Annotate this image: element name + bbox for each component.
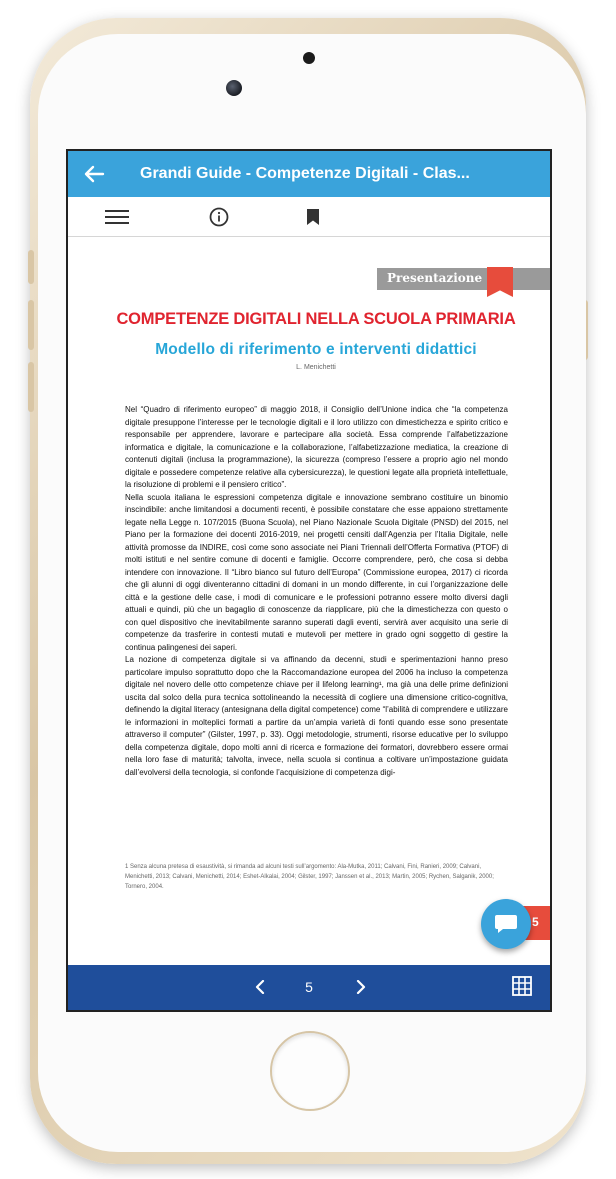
- bookmark-icon: [306, 208, 320, 226]
- arrow-left-icon: [83, 164, 105, 184]
- chat-button[interactable]: [481, 899, 531, 949]
- section-tab: [377, 268, 552, 290]
- section-flag: [487, 267, 513, 297]
- page-grid-button[interactable]: [512, 976, 536, 1000]
- phone-side-button: [28, 250, 34, 284]
- footnote: 1 Senza alcuna pretesa di esaustività, si rimanda ad alcuni testi sull’argomento: Ala-Mutka, 2011; Calvani, Fini, Ranieri, 2009; Calvani, Menichetti, 2013; Calvani, Menichetti, 2014; Eshet-Alkalai, 2004; Gilster, 1997; Janssen et al., 2013; Martin, 2005; Rychen, Salganik, 2000; Tornero, 2004.: [125, 864, 494, 890]
- front-camera: [226, 80, 242, 96]
- bookmark-button[interactable]: [300, 205, 326, 229]
- app-title: Grandi Guide - Competenze Digitali - Clas...: [140, 165, 470, 182]
- chat-bubble-icon: [494, 913, 518, 935]
- phone-volume-up: [28, 300, 34, 350]
- page-author: L. Menichetti: [296, 364, 336, 371]
- next-page-button[interactable]: [349, 975, 373, 999]
- paragraph: Nella scuola italiana le espressioni competenza digitale e innovazione sembrano costituire un binomio inscindibile: anche limitandosi a documenti recenti, è possibile constatare che esse appaiono strettamente legate nella Legge n. 107/2015 (Buona Scuola), nel Piano Nazionale Scuola Digitale (PNSD) del 2015, nel Piano per la formazione dei docenti 2016-2019, nei progetti censiti dall’Agenzia per l’Italia Digitale, nelle attività promosse da INDIRE, così come sono associate nei Piani Triennali dell’Offerta Formativa (PTOF) di molti istituti e nel sentire comune di docenti e famiglie. Occorre comprendere, però, che cosa si debba intendere con innovazione. Il “Libro bianco sul futuro dell’Europa” (Commissione europea, 2017) ci ricorda che gli alunni di oggi diventeranno cittadini di domani in un mondo differente, in cui l’organizzazione delle città e la gestione delle case, i modi di comunicare e le professioni potranno essere molto diversi dagli attuali e quindi, più che un bagaglio di conoscenze da riapplicare, più che la dimestichezza con questo o con quel dispositivo che inevitabilmente saranno superati dagli eventi, servirà aver acquisito una serie di competenze da trasferire in contesti mutati e mutevoli per mettere in grado ogni soggetto di gestire la continua palingenesi dei saperi.: [125, 492, 508, 652]
- speaker-dot: [303, 52, 315, 64]
- section-label: Presentazione: [387, 271, 483, 285]
- previous-page-button[interactable]: [248, 975, 272, 999]
- bottom-navigation: [68, 965, 550, 1010]
- current-page-number: 5: [305, 979, 313, 995]
- app-bar: [68, 151, 550, 197]
- chevron-left-icon: [254, 980, 266, 994]
- page-number-tag: 5: [522, 906, 552, 940]
- page-body: [125, 404, 508, 779]
- reader-toolbar: [68, 197, 550, 237]
- info-icon: [209, 207, 229, 227]
- paragraph: La nozione di competenza digitale si va affinando da decenni, studi e sperimentazioni hanno preso particolare impulso soprattutto dopo che la Raccomandazione europea del 2006 ha incluso la competenza digitale nel novero delle otto competenze chiave per il lifelong learning¹, ma già una delle prime definizioni uscita dal solco della pura tecnica sottolineando la necessità di cogliere una dimensione critico-cognitiva, definendo la digital literacy (antesignana della digital competence) come “l’abilità di comprendere e utilizzare le informazioni in molteplici formati a partire da un’ampia varietà di fonti quando esse sono presentate attraverso il computer” (Gilster, 1997, p. 33). Oggi metodologie, strumenti, risorse educative per lo sviluppo della competenza digitale, dopo molti anni di ricerca e formazione dei formatori, dovrebbero essere ormai nella loro fase di maturità; talvolta, invece, nella scuola si continua a coltivare un’impostazione guidata dall’evolversi della tecnologia, si confonde l’acquisizione di competenza digi-: [125, 655, 508, 777]
- phone-volume-down: [28, 362, 34, 412]
- chevron-right-icon: [355, 980, 367, 994]
- info-button[interactable]: [206, 205, 232, 229]
- app-screen: [66, 149, 552, 1012]
- page-title: COMPETENZE DIGITALI NELLA SCUOLA PRIMARIA: [116, 310, 516, 328]
- page-subtitle: Modello di riferimento e interventi didattici: [155, 341, 477, 358]
- book-page[interactable]: [68, 238, 550, 965]
- menu-button[interactable]: [104, 205, 130, 229]
- grid-icon: [512, 976, 532, 996]
- menu-icon: [105, 209, 129, 225]
- home-button[interactable]: [270, 1031, 350, 1111]
- back-button[interactable]: [68, 151, 120, 197]
- paragraph: Nel “Quadro di riferimento europeo” di maggio 2018, il Consiglio dell’Unione indica che “la competenza digitale presuppone l’interesse per le tecnologie digitali e il loro utilizzo con dimestichezza e spirito critico e responsabile per apprendere, lavorare e partecipare alla società. Essa comprende l’alfabetizzazione informatica e digitale, la comunicazione e la collaborazione, l’alfabetizzazione mediatica, la creazione di contenuti digitali (inclusa la programmazione), la sicurezza (compreso l’essere a proprio agio nel mondo digitale e possedere competenze relative alla cybersicurezza), le questioni legate alla proprietà intellettuale, la risoluzione di problemi e il pensiero critico”.: [125, 405, 508, 489]
